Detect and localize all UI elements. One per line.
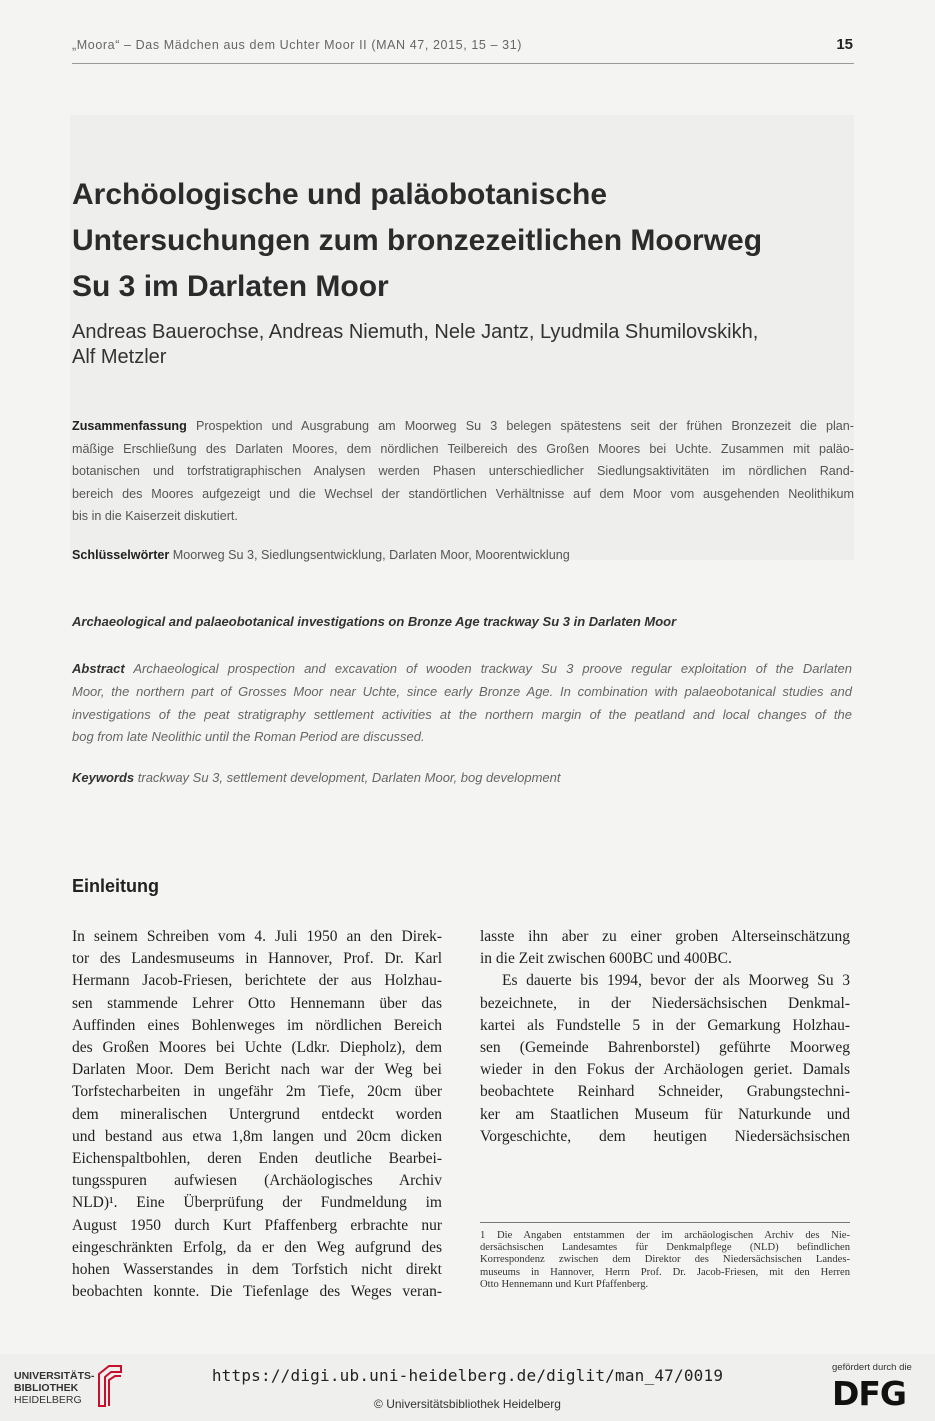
zusammenfassung-line: Zusammenfassung Prospektion und Ausgrabung am Moorweg Su 3 belegen spätestens seit der frühen Bronzezeit die plan-: [72, 419, 854, 433]
body-line: beobachtete Reinhard Schneider, Grabungstechni-: [480, 1083, 850, 1101]
zusammenfassung-line: bereich des Moores aufgezeigt und die Wechsel der standörtlichen Verhältnisse auf dem Moor vom ausgehenden Neolithikum: [72, 486, 854, 501]
body-line: sen stammende Lehrer Otto Hennemann über das: [72, 994, 442, 1012]
title-line: Archöologische und paläobotanische: [72, 178, 608, 211]
zusammenfassung: [72, 415, 854, 528]
footnote-line: Otto Hennemann und Kurt Pfaffenberg.: [480, 1278, 649, 1290]
body-line: bezeichnete, in der Niedersächsischen Denkmal-: [480, 994, 850, 1012]
zusammenfassung-label: Zusammenfassung: [72, 419, 187, 433]
body-column-right: [480, 926, 850, 1148]
authors: [72, 320, 852, 370]
header-rule: [72, 63, 854, 64]
title-line: Su 3 im Darlaten Moor: [72, 270, 389, 303]
keywords: [72, 770, 561, 785]
abstract-label: Abstract: [72, 661, 125, 676]
body-line: August 1950 durch Kurt Pfaffenberg erbrachte nur: [72, 1216, 442, 1234]
footnote-line: dersächsischen Landesamtes für Denkmalpflege (NLD) befindlichen: [480, 1242, 850, 1254]
title-line: Untersuchungen zum bronzezeitlichen Moorweg: [72, 224, 763, 257]
body-line: In seinem Schreiben vom 4. Juli 1950 an den Direk-: [72, 928, 442, 945]
copyright: © Universitätsbibliothek Heidelberg: [374, 1397, 561, 1411]
body-line: lasste ihn aber zu einer groben Alterseinschätzung: [480, 928, 850, 945]
abstract-line: Abstract Archaeological prospection and excavation of wooden trackway Su 3 proove regular exploitation of the Darlaten: [72, 661, 852, 676]
abstract-line: Moor, the northern part of Grosses Moor near Uchte, since early Bronze Age. In combination with palaeobotanical studies and: [72, 683, 852, 699]
body-line: wieder in den Fokus der Archäologen geriet. Damals: [480, 1061, 850, 1079]
schluesselwoerter-label: Schlüsselwörter: [72, 548, 170, 562]
funding-note: gefördert durch die: [832, 1362, 912, 1373]
section-heading: Einleitung: [72, 876, 159, 896]
body-line: kartei als Fundstelle 5 in der Gemarkung Holzhau-: [480, 1016, 850, 1034]
english-title: Archaeological and palaeobotanical investigations on Bronze Age trackway Su 3 in Darlaten Moor: [72, 614, 677, 629]
page-number: 15: [836, 36, 853, 53]
body-line: eingeschränkten Erfolg, da er den Weg aufgrund des: [72, 1238, 442, 1256]
library-logo-line: BIBLIOTHEK: [14, 1382, 79, 1394]
body-column-left: [72, 926, 442, 1303]
body-line: beobachten konnte. Die Tiefenlage des Weges veran-: [72, 1283, 442, 1301]
dfg-logo: DFG: [832, 1374, 907, 1413]
keywords-label: Keywords: [72, 770, 135, 785]
abstract: [72, 658, 852, 749]
zusammenfassung-line: botanischen und torfstratigraphischen Analysen werden Phasen unterschiedlicher Siedlungsaktivitäten im nördlichen Rand-: [72, 464, 854, 478]
footnote-line: 1 Die Angaben entstammen der im archäologischen Archiv des Nie-: [480, 1230, 850, 1241]
zusammenfassung-line: bis in die Kaiserzeit diskutiert.: [72, 509, 238, 523]
zusammenfassung-line: mäßige Erschließung des Darlaten Moores, dem nördlichen Teilbereich des Großen Moores bei Uchte. Zusammen mit paläo-: [72, 441, 854, 456]
article-title: [72, 172, 862, 310]
schluesselwoerter: [72, 548, 570, 562]
body-line: und bestand aus etwa 1,8m langen und 20cm dicken: [72, 1127, 442, 1145]
footnote: [480, 1230, 850, 1291]
schluesselwoerter-text: Moorweg Su 3, Siedlungsentwicklung, Darlaten Moor, Moorentwicklung: [172, 548, 570, 562]
body-line: Eichenspaltbohlen, deren Enden deutliche Bearbei-: [72, 1150, 442, 1168]
body-line: NLD)¹. Eine Überprüfung der Fundmeldung im: [72, 1194, 442, 1212]
keywords-text: trackway Su 3, settlement development, Darlaten Moor, bog development: [137, 770, 561, 785]
body-line: tor des Landesmuseums in Hannover, Prof. Dr. Karl: [72, 950, 442, 968]
body-line: Hermann Jacob-Friesen, berichtete der aus Holzhau-: [72, 972, 442, 990]
body-line: Auffinden eines Bohlenweges im nördlichen Bereich: [72, 1016, 442, 1034]
library-logo-line: UNIVERSITÄTS-: [14, 1370, 95, 1382]
body-line: Torfstecharbeiten in ungefähr 2m Tiefe, 20cm über: [72, 1083, 442, 1101]
running-title: „Moora“ – Das Mädchen aus dem Uchter Moor II (MAN 47, 2015, 15 – 31): [72, 38, 523, 52]
authors-line: Alf Metzler: [72, 346, 167, 368]
abstract-line: investigations of the peat stratigraphy settlement activities at the northern margin of the peatland and local changes of the: [72, 706, 852, 722]
footnote-line: museums in Hannover, Herrn Prof. Dr. Jacob-Friesen, mit den Herren: [480, 1266, 850, 1278]
body-line: dem mineralischen Untergrund entdeckt worden: [72, 1105, 442, 1123]
footnote-line: Korrespondenz zwischen dem Direktor des Niedersächsischen Landes-: [480, 1254, 850, 1266]
footnote-rule: [480, 1222, 850, 1223]
body-line: Es dauerte bis 1994, bevor der als Moorweg Su 3: [502, 972, 850, 990]
body-line: sen (Gemeinde Bahrenborstel) geführte Moorweg: [480, 1039, 850, 1057]
body-line: des Großen Moores bei Uchte (Ldkr. Diepholz), dem: [72, 1039, 442, 1057]
body-line: tungsspuren aufwiesen (Archäologisches Archiv: [72, 1172, 442, 1190]
body-line: hohen Wasserstandes in dem Torfstich nicht direkt: [72, 1261, 442, 1279]
body-line: in die Zeit zwischen 600BC und 400BC.: [480, 950, 732, 968]
body-line: Vorgeschichte, dem heutigen Niedersächsischen: [480, 1127, 850, 1145]
library-logo-line: HEIDELBERG: [14, 1394, 82, 1406]
body-line: Darlaten Moor. Dem Bericht nach war der Weg bei: [72, 1061, 442, 1079]
body-line: ker am Staatlichen Museum für Naturkunde und: [480, 1105, 850, 1123]
page-url-link[interactable]: https://digi.ub.uni-heidelberg.de/diglit/man_47/0019: [211, 1366, 724, 1385]
authors-line: Andreas Bauerochse, Andreas Niemuth, Nele Jantz, Lyudmila Shumilovskikh,: [72, 321, 759, 343]
abstract-line: bog from late Neolithic until the Roman Period are discussed.: [72, 729, 425, 745]
